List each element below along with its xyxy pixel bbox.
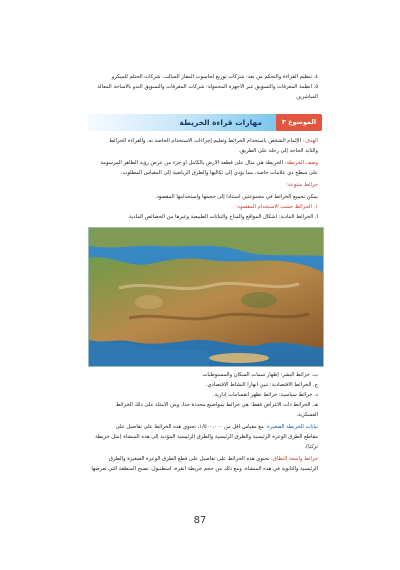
objective-text: الإلمام الشخص باستخدام الخرائط وتعليم إجراءات الاستخدام الخاصة به، والقراءة الخرائط <box>109 138 303 144</box>
scale-section-paragraph <box>78 424 318 431</box>
medium-section-paragraph <box>78 456 318 463</box>
page-number: 87 <box>193 515 207 526</box>
scale-section-text-3: تركيا). <box>304 444 318 450</box>
medium-section-text-2: الرئيسية والثانوية في هذه المنشأة. ومع ذلك من حجم خريطة أنقرة، اسطنبول، تصبح المنطقة التي تعرضها <box>91 466 318 472</box>
list-item-d: د. خرائط سياسية: خرائط تظهر انقسامات إدارية. <box>212 392 318 398</box>
intro-line-3: المباشرين <box>296 94 318 100</box>
intro-line-2: ٥. أنظمة المعرفات والتسويق عبر الأجهزة المحمولة: شركات المعرفات والتسويق البدو بالأساحة المعالة <box>97 84 318 90</box>
map-types-item1-text: أ. الخرائط المادية: أشكال المواقع والمناخ والنباتات الطبيعية وغيرها من الخصائص المادية. <box>127 214 318 220</box>
map-description-text: الخريطة هي مثال على قطعة الأرض بالكامل أو جزء من عرض رؤية الظاهر المرسومة <box>100 160 285 166</box>
objective-label: الهدف: <box>302 138 318 144</box>
list-item-e-line-1: هـ. الخرائط ذات الأغراض فقط: هي خرائط بمواضيع محددة جداً، ومن الأمثلة على ذلك الخرائط <box>115 402 318 408</box>
intro-line-1: ٤. تنظيم القراءة والتحكم من بعد: شركات توزيع لحاسوب المفاز السالب. شركات الحتلم للميكرو <box>111 74 318 80</box>
medium-section-heading: خرائط واسعة النطاق: <box>271 456 318 462</box>
topic-banner <box>88 114 322 131</box>
map-description-label: وصف الخريطة: <box>284 160 318 166</box>
scale-section-heading: بيانات الخريطة الصغيرة: <box>265 424 318 430</box>
scale-section-text-2: مقاطع الطرق الوعرة الرئيسية والطرق الرئيسية والطرق الرئيسية المؤدية إلى هذه المنشأة (مثل خريطة <box>95 434 318 440</box>
map-types-sentence: يمكن تجميع الخرائط في مجموعتين استناداً إلى حجمها واستخدامها المقصود. <box>154 194 318 200</box>
scale-section-text-1: مع مقياس أقل من ١/٥٠٠،٠٠٠، تحتوي هذه الخرائط على تفاصيل على <box>115 424 266 430</box>
medium-section-text-1: تحتوي هذه الخرائط على تفاصيل على قطع الطرق الوعرة الصغيرة والطرق <box>108 456 272 462</box>
list-item-c: ج. الخرائط الاقتصادية: تبين أنهارا النشاط الاقتصادي. <box>205 382 318 388</box>
terrain-map-image <box>88 227 324 367</box>
topic-number-tag: الموضوع ٣ <box>276 114 322 131</box>
map-description-line-2: على سطح ذي علامات خاصة، مما يؤدي إلى تكاليها والطرق الرياضية إلى المقياس المطلوب. <box>120 170 318 176</box>
objective-line-2: والثابة الحاجة إلى رحلة على الطريق. <box>238 148 318 154</box>
map-types-item1-heading: ١. الخرائط حسب الاستخدام المقصود: <box>236 204 318 210</box>
map-types-heading: خرائط متنوعة: <box>286 182 318 188</box>
topic-title: مهارات قراءة الخريطة <box>179 118 262 127</box>
terrain-map-drawing <box>89 228 323 366</box>
list-item-e-line-2: العسكرية. <box>296 412 318 418</box>
list-item-b: ب. خرائط البشر: إظهار سمات السكان والمستوطنات <box>202 372 318 378</box>
map-description-paragraph <box>78 160 318 167</box>
objective-paragraph <box>78 138 318 145</box>
